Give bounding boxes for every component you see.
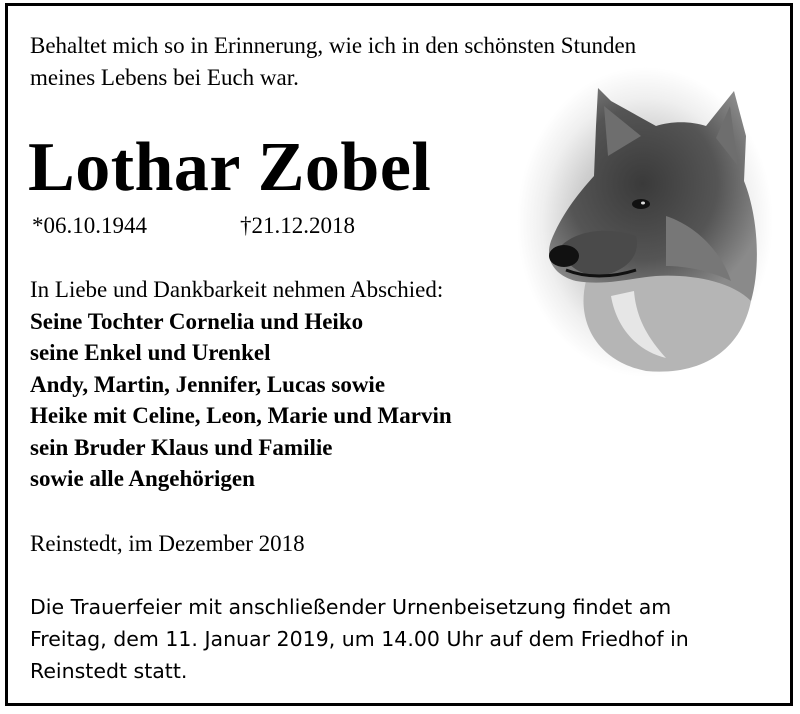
life-dates [32,211,355,241]
quote-line-1: Behaltet mich so in Erinnerung, wie ich in den schönsten Stunden [30,33,637,58]
mourner-line: Andy, Martin, Jennifer, Lucas sowie [30,371,386,397]
funeral-info [30,591,689,687]
mourner-line: seine Enkel und Urenkel [30,340,271,365]
obituary-notice [5,3,793,706]
funeral-line: Reinstedt statt. [30,659,188,683]
german-shepherd-dog-icon [516,66,774,378]
mourner-line: sein Bruder Klaus und Familie [30,434,333,460]
mourner-line: Heike mit Celine, Leon, Marie und Marvin [30,403,452,428]
quote-line-2: meines Lebens bei Euch war. [30,65,299,90]
mourner-line: Seine Tochter Cornelia und Heiko [30,308,364,334]
deceased-name: Lothar Zobel [28,129,432,206]
birth-date: *06.10.1944 [32,213,147,238]
mourners-block [30,274,452,495]
death-date: †21.12.2018 [240,213,355,238]
funeral-line: Freitag, dem 11. Januar 2019, um 14.00 Uhr auf dem Friedhof in [30,627,689,651]
funeral-line: Die Trauerfeier mit anschließender Urnenbeisetzung findet am [30,595,672,619]
mourner-line: sowie alle Angehörigen [30,466,255,491]
place-and-date: Reinstedt, im Dezember 2018 [30,531,305,556]
mourners-intro: In Liebe und Dankbarkeit nehmen Abschied: [30,277,444,302]
